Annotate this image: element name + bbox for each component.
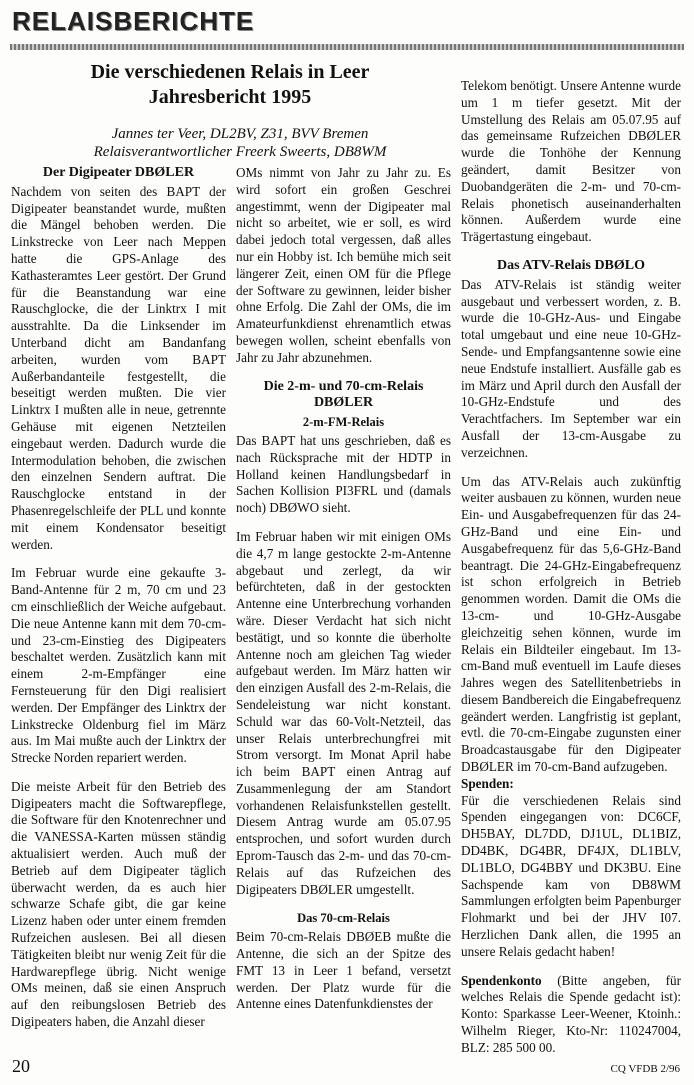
- author-line-2: Relaisverantwortlicher Freerk Sweerts, DB8WM: [93, 144, 387, 160]
- magazine-issue: CQ VFDB 2/96: [610, 1063, 680, 1075]
- paragraph: Beim 70-cm-Relais DBØEB mußte die Antenne, die sich an der Spitze des FMT 13 in Leer 1 befand, versetzt werden. Der Platz wurde für die Antenne eines Datenfunkdienstes der: [236, 929, 451, 1012]
- author-block: [60, 125, 420, 161]
- page-number: 20: [12, 1056, 30, 1076]
- heading-digipeater: Der Digipeater DBØLER: [42, 165, 195, 180]
- article-title: Die verschiedenen Relais in Leer Jahresbericht 1995: [90, 61, 370, 108]
- column-3: [461, 78, 681, 1069]
- column-2: [236, 165, 451, 1025]
- paragraph: OMs nimmt von Jahr zu Jahr zu. Es wird sofort ein großen Geschrei angestimmt, wenn der Digipeater mal nicht so arbeitet, wie er soll, es wird dabei jedoch total vergessen, daß alles nur ein Hobby ist. Ich bemühe mich seit längerer Zeit, einen OM für die Pflege der Software zu gewinnen, leider bisher ohne Erfolg. Die Zahl der OMs, die im Amateurfunkdienst ehrenamtlich etwas bewegen wollen, scheint ebenfalls von Jahr zu Jahr abzunehmen.: [236, 165, 451, 365]
- column-1: [11, 165, 226, 1043]
- spendenkonto-label: Spendenkonto: [461, 972, 542, 988]
- heading-atv: Das ATV-Relais DBØLO: [496, 257, 646, 273]
- paragraph: Um das ATV-Relais auch zukünftig weiter ausbauen zu können, wurden neue Ein- und Ausgabefrequenzen für das 24-GHz-Band und eine Ein- und Ausgabefrequenz für das 5,6-GHz-Band beantragt. Die 24-GHz-Eingabefrequenz ist schon erfolgreich in Betrieb genommen worden. Damit die OMs die 13-cm- und 10-GHz-Ausgabe gleichzeitig sehen können, wurde im Relais ein Bildteiler eingebaut. Im 13-cm-Band muß eventuell im Laufe dieses Jahres wegen des Satellitenbetriebs in diesem Bandbereich die Eingabefrequenz geändert werden. Langfristig ist geplant, evtl. die 70-cm-Eingabe zugunsten einer Broadcastausgabe für den Digipeater DBØLER im 70-cm-Band aufzugeben.: [461, 473, 681, 775]
- heading-2m-70cm: Die 2-m- und 70-cm-Relais DBØLER: [263, 378, 424, 411]
- subheading-70cm: Das 70-cm-Relais: [297, 911, 390, 926]
- header-rule: [10, 44, 684, 50]
- paragraph: Die meiste Arbeit für den Betrieb des Digipeaters macht die Softwarepflege, die Software für den Knotenrechner und die VANESSA-Karten müssen ständig aktualisiert werden. Auch muß der Betrieb auf dem Digipeater täglich überwacht werden, da es auch hier schwarze Schafe gibt, die gar keine Lizenz haben oder unter einem fremden Rufzeichen auslesen. Bei all diesen Tätigkeiten bleibt nur wenig Zeit für die Hardwarepflege übrig. Nicht wenige OMs meinen, daß sie einen Anspruch auf den reibungslosen Betrieb des Digipeaters haben, die Anzahl dieser: [11, 778, 226, 1030]
- heading-spenden: Spenden:: [461, 775, 514, 791]
- subheading-2m-fm: 2-m-FM-Relais: [302, 415, 385, 430]
- section-title: RELAISBERICHTE: [12, 6, 255, 36]
- paragraph: Im Februar haben wir mit einigen OMs die 4,7 m lange gestockte 2-m-Antenne abgebaut und zerlegt, da wir befürchteten, daß in der gestockten Antenne eine Unterbrechung vorhanden wäre. Dieser Verdacht hat sich nicht bestätigt, und so konnte die überholte Antenne noch am gleichen Tag wieder aufgebaut werden. Im März hatten wir den einzigen Ausfall des 2-m-Relais, die Sendeleistung war nicht konstant. Schuld war das 60-Volt-Netzteil, das unser Relais unterbrechungfrei mit Strom versorgt. Im Monat April habe ich beim BAPT einen Antrag auf Zusammenlegung der am Standort vorhandenen Relaisfunkstellen gestellt. Diesem Antrag wurde am 05.07.95 entsprochen, und sofort wurden durch Eprom-Tausch das 2-m- und das 70-cm-Relais auf das Rufzeichen des Digipeaters DBØLER umgestellt.: [236, 528, 451, 897]
- page-header: [10, 4, 684, 44]
- paragraph: Nachdem von seiten des BAPT der Digipeater beanstandet wurde, mußten die Mängel behoben werden. Die Linkstrecke von Leer nach Meppen hatte die GPS-Anlage des Kathasteramtes Leer gestört. Der Grund für die Beanstandung war eine Rauschglocke, die der Linktrx I mit ausstrahlte. Da die Linksender im Unterband dicht am Bandanfang arbeiten, wurden vom BAPT Außerbandanteile festgestellt, die beseitigt werden mußten. Die vier Linktrx I mußten alle in neue, getrennte Gehäuse mit eigenen Netzteilen eingebaut werden. Dadurch wurde die Intermodulation behoben, die zwischen den einzelnen Sendern auftrat. Die Rauschglocke entstand in der Phasenregelschleife der PLL und konnte mit einem Kondensator beseitigt werden.: [11, 183, 226, 552]
- paragraph: Für die verschiedenen Relais sind Spenden eingegangen von: DC6CF, DH5BAY, DL7DD, DJ1UL, DL1BIZ, DD4BK, DG4BR, DF4JX, DL1BLV, DL1BLO, DG4BBY und DK3BU. Eine Sachspende kam von DB8WM Sammlungen erfolgten beim Papenburger Flohmarkt und bei der JHV I07. Herzlichen Dank allen, die 1995 an unsere Relais gedacht haben!: [461, 792, 681, 959]
- paragraph-spendenkonto: [461, 973, 681, 1057]
- author-line-1: Jannes ter Veer, DL2BV, Z31, BVV Bremen: [111, 126, 369, 142]
- spendenkonto-text: (Bitte angeben, für welches Relais die Spende gedacht ist): Konto: Sparkasse Leer-Weener, Ktoinh.: Wilhelm Rieger, Kto-Nr: 110247004, BLZ: 285 500 00.: [461, 972, 681, 1055]
- paragraph: Im Februar wurde eine gekaufte 3-Band-Antenne für 2 m, 70 cm und 23 cm einschließlich der Weiche aufgebaut. Die neue Antenne kann mit dem 70-cm- und 23-cm-Einstieg des Digipeaters beschaltet werden. Zusätzlich kann mit einem 2-m-Empfänger eine Fernsteuerung für den Digi realisiert werden. Der Empfänger des Linktrx der Linkstrecke Oldenburg fiel im März aus. Im Mai mußte auch der Linktrx der Strecke Norden repariert werden.: [11, 565, 226, 766]
- paragraph: Das BAPT hat uns geschrieben, daß es nach Rücksprache mit der HDTP in Holland keinen Handlungsbedarf in Sachen Kollision PI3FRL und (damals noch) DBØWO sieht.: [236, 432, 451, 516]
- paragraph: Das ATV-Relais ist ständig weiter ausgebaut und verbessert worden, z. B. wurde die 10-GHz-Aus- und Eingabe total umgebaut und eine neue 10-GHz-Sende- und Empfangsantenne sowie eine neue Endstufe installiert. Ausfälle gab es im März und April durch den Ausfall der 10-GHz-Endstufe und des Verachtfachers. Im September war ein Ausfall der 13-cm-Ausgabe zu verzeichnen.: [461, 276, 681, 460]
- paragraph: Telekom benötigt. Unsere Antenne wurde um 1 m tiefer gesetzt. Mit der Umstellung des Relais am 05.07.95 auf das gemeinsame Rufzeichen DBØLER wurde die Tonhöhe der Kennung geändert, damit Besitzer von Duobandgeräten die 2-m- und 70-cm-Relais phonetisch auseinanderhalten können. Außerdem wurde eine Trägertastung eingebaut.: [461, 78, 681, 245]
